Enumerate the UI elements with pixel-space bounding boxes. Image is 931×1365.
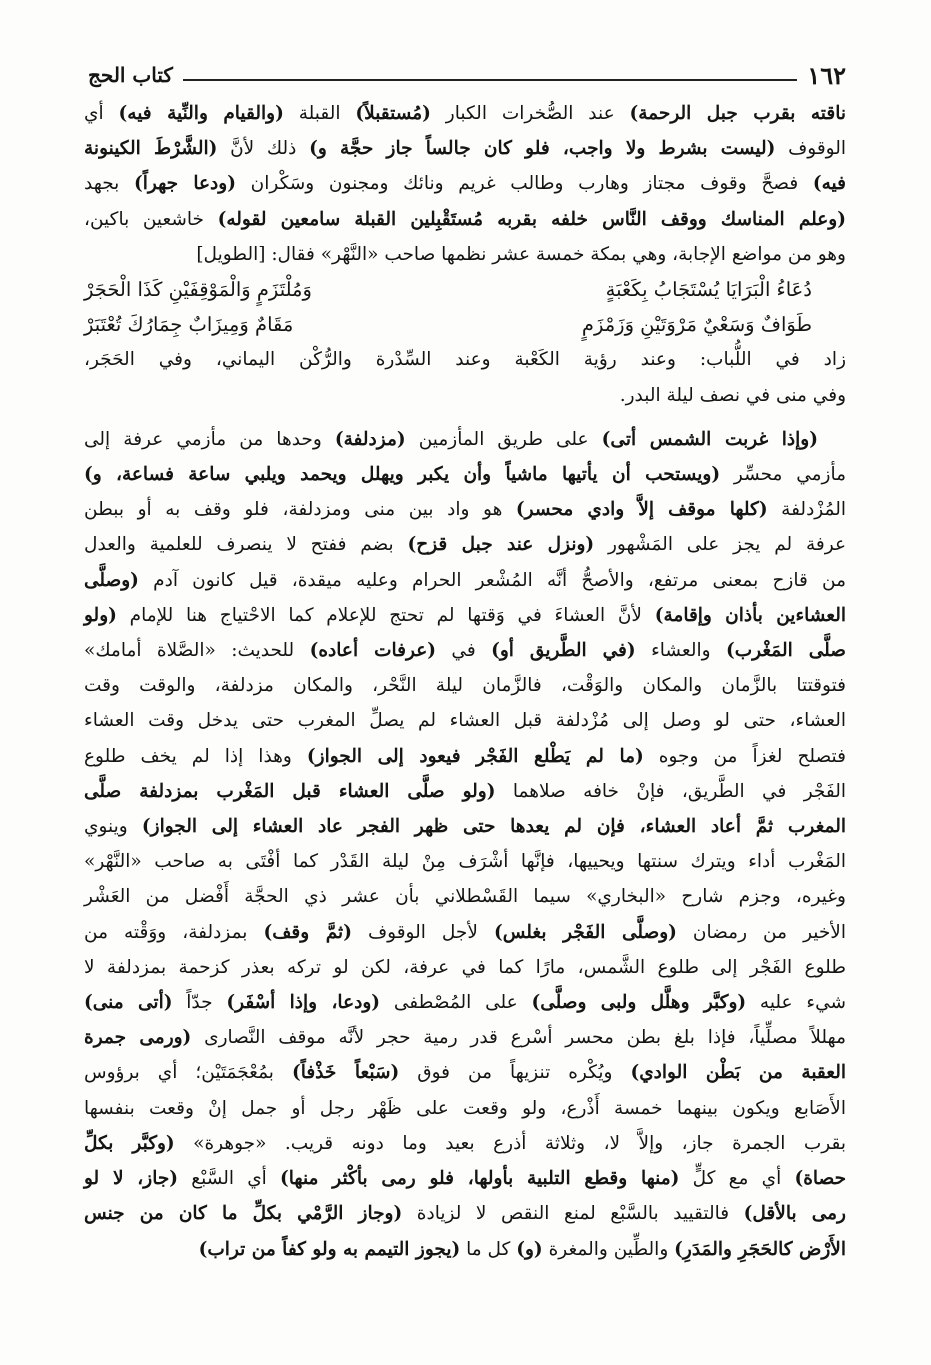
text-line [84, 492, 846, 527]
matn-text: (ورمى جمرة [84, 1027, 192, 1049]
matn-text: صلَّى المَغْرب) [725, 640, 846, 662]
text-line [84, 422, 846, 457]
text-line [84, 202, 846, 237]
matn-text: (مزدلفة) [334, 428, 406, 450]
matn-text: (سَبْعاً خَذْفاً) [291, 1062, 400, 1084]
matn-text: رمى بالأقل) [743, 1203, 846, 1225]
matn-text: (وجاز الرَّمْي بكلِّ ما كان من جنس [84, 1203, 403, 1225]
sharh-text: بمُعْجَمَتَيْن؛ أي برؤوس [84, 1062, 292, 1084]
matn-text: (و) [516, 1238, 543, 1260]
sharh-text: خاشعين باكين، [84, 208, 218, 230]
sharh-text: وغيره، وجزم شارح «البخاري» سيما القَسْطلاني بأن عشر ذي الحجَّة أَفْضل من العَشْر [84, 886, 846, 908]
sharh-text: مأزمي محسِّر [720, 464, 846, 486]
matn-text: (ودعا جهراً) [134, 173, 236, 195]
text-line [84, 131, 846, 166]
matn-text: (والقيام والنِّية فيه) [118, 103, 284, 124]
text-line [84, 1161, 846, 1196]
matn-text: العقبة من بَطْن الوادي) [630, 1062, 846, 1084]
sharh-text: بجهد [84, 173, 135, 195]
section-arafat-addendum [84, 342, 846, 412]
text-line [84, 915, 846, 950]
matn-text: (أتى منى) [84, 992, 173, 1014]
sharh-text: ويُكْره تنزيهاً من فوق [399, 1062, 631, 1084]
sharh-text: بضم ففتح لا ينصرف للعلمية والعدل [84, 534, 408, 556]
sharh-text: والطِّين والمغرة [542, 1238, 675, 1260]
sharh-text: الأَصَابع ويكون بينهما خمسة أَذْرع، ولو وقعت على ظَهْر رجل أو جمل إنْ وقعت بنفسها [84, 1097, 846, 1119]
sharh-text: على طريق المأزمين [405, 428, 602, 450]
sharh-text: الفَجْر في الطَّريق، فإنْ خافه صلاهما [495, 780, 847, 802]
text-line [84, 96, 846, 131]
matn-text: (ما لم يَطْلع الفَجْر فيعود إلى الجواز) [306, 745, 644, 767]
sharh-text: فصحَّ وقوف مجتاز وهارب وطالب غريم ونائك ومجنون وسَكْران [235, 173, 813, 195]
sharh-text: كل ما [460, 1238, 517, 1260]
sharh-text: وحدها من مأزمي عرفة إلى [84, 428, 335, 450]
text-line [84, 457, 846, 492]
sharh-text: مهللاً مصلِّياً، فإذا بلغ بطن محسر أسْرع قدر رمية حجر لأنَّه موقف النَّصارى [191, 1027, 846, 1049]
sharh-text: المُزْدلفة [767, 499, 846, 521]
text-line [84, 1126, 846, 1161]
verse-first-hemistich: دُعَاءُ الْبَرَايَا يُسْتَجَابُ بِكَعْبَةٍ [605, 278, 812, 302]
verse-line [84, 307, 846, 342]
sharh-text: زاد في اللُّباب: وعند رؤية الكَعْبة وعند السِّدْرة والرُّكْن اليماني، وفي الحَجَر، [84, 349, 846, 371]
page-header [88, 58, 846, 92]
page-number: ١٦٢ [807, 60, 846, 90]
sharh-text: لأجل الوقوف [351, 921, 494, 943]
text-line [84, 668, 846, 703]
text-line [84, 879, 846, 914]
sharh-text: من قازح بمعنى مرتفع، والأصحُّ أنَّه المُشْعر الحرام وعليه ميقدة، قيل كانون آدم [138, 569, 846, 591]
matn-text: (وعلم المناسك ووقف النَّاس خلفه بقربه مُستَقْبِلين القبلة سامعين لقوله) [217, 208, 846, 230]
sharh-text: والعشاء [635, 640, 726, 662]
matn-text: (ولو صلَّى العشاء قبل المَغْرب بمزدلفة صلَّى [84, 780, 496, 802]
sharh-text: ذلك لأنَّ [217, 138, 310, 160]
poem-verses [84, 272, 846, 342]
matn-text: المغرب ثمَّ أعاد العشاء، فإن لم يعدها حتى ظهر الفجر عاد العشاء إلى الجواز) [141, 816, 846, 838]
matn-text: (ويستحب أن يأتيها ماشياً وأن يكبر ويهلل ويحمد ويلبي ساعة فساعة، و) [84, 464, 721, 486]
sharh-text: عرفة لم يجز على المَشْهور [594, 534, 846, 556]
text-line [84, 1232, 846, 1267]
text-line [84, 378, 846, 413]
sharh-text: على المُصْطفى [380, 992, 532, 1014]
sharh-text: وينوي [84, 816, 142, 838]
text-line [84, 237, 846, 272]
text-line [84, 703, 846, 738]
text-line [84, 774, 846, 809]
matn-text: ناقته بقرب جبل الرحمة) [629, 103, 846, 124]
matn-text: (منها وقطع التلبية بأولها، فلو رمى بأكْثر منها) [280, 1168, 680, 1190]
matn-text: (مُستقبلاً) [355, 103, 431, 124]
matn-text: (ليست بشرط ولا واجب، فلو كان جالساً جاز حجَّة و) [309, 138, 776, 160]
text-line [84, 166, 846, 201]
text-line [84, 598, 846, 633]
text-line [84, 1091, 846, 1126]
sharh-text: في [436, 640, 492, 662]
text-line [84, 342, 846, 377]
text-line [84, 809, 846, 844]
verse-second-hemistich: وَمُلْتَزَمٍ وَالْمَوْقِفَيْنِ كَذَا الْحَجَرْ [84, 278, 312, 302]
verse-second-hemistich: مَقَامٌ وَمِيزَابٌ جِمَارُكَ تُعْتَبَرْ [84, 313, 294, 337]
sharh-text: بقرب الجمرة جاز، وإلاَّ لا، وثلاثة أذرع بعيد وما دونه قريب. «جوهرة» [174, 1132, 846, 1154]
sharh-text: طلوع الفَجْر إلى طلوع الشَّمس، مارًا كما في عرفة، لكن لو تركه بعذر كزحمة بمزدلفة لا [84, 956, 846, 978]
sharh-text: وهذا إذا لم يخف طلوع [84, 745, 307, 767]
sharh-text: للحديث: «الصَّلاة أمامك» [84, 640, 310, 662]
sharh-text: أي السَّبْع [178, 1168, 281, 1190]
matn-text: (الشَّرْطَ الكينونة [84, 138, 218, 160]
section-arafat [84, 96, 846, 272]
text-line [84, 527, 846, 562]
sharh-text: فالتقييد بالسَّبْع لمنع النقص لا لزيادة [402, 1203, 744, 1225]
page-body [84, 96, 846, 1267]
verse-first-hemistich: طَوَافٌ وَسَعْيٌ مَرْوَتَيْنِ وَزَمْزَمٍ [581, 313, 812, 337]
sharh-text: هو واد بين منى ومزدلفة، فلو وقف به أو ببطن [84, 499, 516, 521]
sharh-text: شيء عليه [746, 992, 846, 1014]
text-line [84, 1020, 846, 1055]
text-line [84, 1055, 846, 1090]
matn-text: العشاءين بأذان وإقامة) [654, 604, 847, 626]
matn-text: الأَرْض كالحَجَرِ والمَدَرِ) [674, 1238, 846, 1260]
sharh-text: الأخير من رمضان [676, 921, 846, 943]
text-line [84, 950, 846, 985]
matn-text: (وكبَّر بكلِّ [84, 1132, 175, 1154]
sharh-text: عند الصُّخرات الكبار [430, 103, 630, 124]
text-line [84, 985, 846, 1020]
sharh-text: وفي منى في نصف ليلة البدر. [619, 384, 846, 406]
book-title: كتاب الحج [88, 63, 173, 87]
text-line [84, 739, 846, 774]
sharh-text: فتوقتتا بالزَّمان والمكان والوَقْت، فالزَّمان ليلة النَّحْر، والمكان مزدلفة، والوقت وقت [84, 675, 846, 697]
sharh-text: وهو من مواضع الإجابة، وهي بمكة خمسة عشر نظمها صاحب «النَّهْر» فقال: [الطويل] [196, 243, 846, 265]
sharh-text: فتصلح لغزاً من وجوه [643, 745, 846, 767]
matn-text: (وصلَّى [84, 569, 139, 591]
sharh-text: لأنَّ العشاءَ في وَقتها لم تحتج للإعلام كما الاحْتياج هنا للإمام [116, 604, 655, 626]
sharh-text: العشاء، حتى لو وصل إلى مُزْدلفة قبل العشاء لم يصلِّ المغرب حتى يدخل وقت العشاء [84, 710, 846, 732]
sharh-text: أي [84, 103, 119, 124]
matn-text: (وكبَّر وهلَّل ولبى وصلَّى) [531, 992, 747, 1014]
verse-line [84, 272, 846, 307]
header-rule [183, 79, 797, 81]
sharh-text: المَغْرب أداء ويترك سنتها ويحييها، فإنَّها أشْرَف مِنْ ليلة القَدْر كما أفْتَى به صاحب «النَّهْر» [84, 851, 846, 873]
sharh-text: أي مع كلٍّ [679, 1168, 795, 1190]
sharh-text: القبلة [283, 103, 356, 124]
matn-text: (ونزل عند جبل قزح) [407, 534, 595, 556]
matn-text: (ثمَّ وقف) [263, 921, 352, 943]
text-line [84, 844, 846, 879]
matn-text: (ودعا، وإذا أسْفَر) [226, 992, 381, 1014]
matn-text: (كلها موقف إلاَّ وادي محسر) [515, 499, 768, 521]
sharh-text: جدّاً [172, 992, 227, 1014]
matn-text: (يجوز التيمم به ولو كفاً من تراب) [198, 1238, 461, 1260]
sharh-text: الوقوف [775, 138, 847, 160]
text-line [84, 1196, 846, 1231]
matn-text: (جاز، لا لو [84, 1168, 179, 1190]
matn-text: (وإذا غربت الشمس أتى) [601, 428, 818, 450]
matn-text: (عرفات أعاده) [309, 640, 436, 662]
matn-text: حصاة) [794, 1168, 846, 1190]
matn-text: (في الطَّريق أو) [491, 640, 636, 662]
text-line [84, 563, 846, 598]
text-line [84, 633, 846, 668]
sharh-text: بمزدلفة، ووَقْته من [84, 921, 264, 943]
matn-text: (وصلَّى الفَجْر بغلس) [493, 921, 677, 943]
matn-text: (ولو [84, 604, 117, 626]
matn-text: فيه) [812, 173, 846, 195]
section-muzdalifa [84, 422, 846, 1267]
